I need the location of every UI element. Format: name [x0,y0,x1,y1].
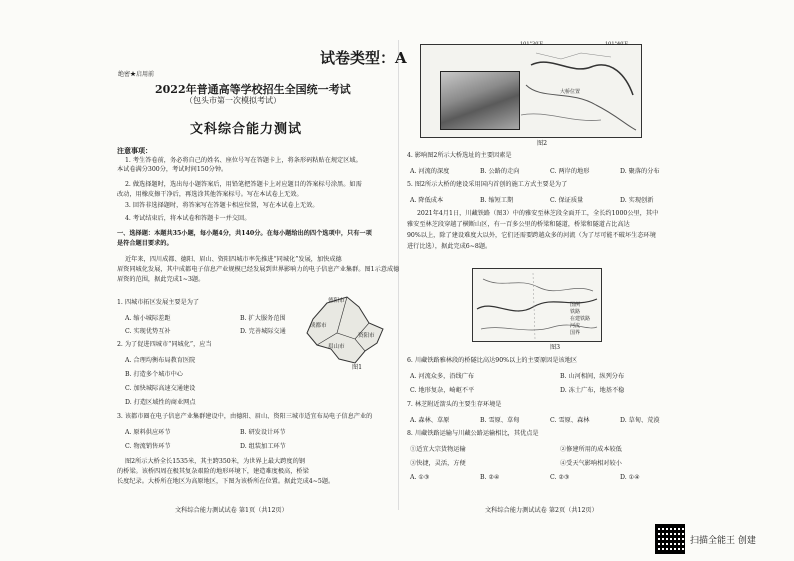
option: C. 实现优势互补 [125,328,171,335]
note-line: 本试卷满分300分，考试时间150分钟。 [117,166,228,173]
exam-subtitle: （包头市第一次模拟考试） [185,96,281,105]
question-stem: 4. 影响图2所示大桥选址的主要因素是 [407,152,512,159]
passage-line: 90%以上，除了建设难度大以外，它们还需要跨越众多的河流（为了尽可能不破坏生态环境 [407,232,656,239]
question-stem: 5. 图2所示大桥的建设采用国内首创的施工方式主要是为了 [407,181,568,188]
city-label: 眉山市 [328,344,345,350]
option: B. 雪原、草甸 [480,417,520,424]
option: A. 合理均衡布局教育医院 [125,357,196,364]
bridge-photo [440,71,520,130]
option: B. 山河相间，纵列分布 [560,373,625,380]
scanner-watermark: 扫描全能王 创建 [690,536,756,546]
subject-title: 文科综合能力测试 [190,122,303,137]
passage-line: 长度纪录。大桥所在地区为高原地区，下图为该桥所在位置。据此完成4~5题。 [117,478,335,485]
passage-line: 眉资同城化发展，其中成都电子信息产业规模已经发展到世界影响力的电子信息产业集群。图1示意成德 [117,266,400,273]
secret-mark: 绝密★启用前 [118,71,155,78]
option: A. 森林、草原 [410,417,450,424]
option: C. ②③ [550,474,570,481]
option: ④受天气影响相对较小 [560,460,622,467]
passage-line: 近年来，四川成都、德阳、眉山、资阳四城市率先推进“同城化”发展，加快成德 [125,256,342,263]
option: A. 降低成本 [410,197,444,204]
option: ②修建所用的成本较低 [560,446,622,453]
figure-label: 图3 [550,344,561,351]
option: D. 冻土广布，地基不稳 [560,387,625,394]
option: D. 实现创新 [620,197,654,204]
paper-type: 试卷类型：A [320,49,407,67]
legend-item: 铁路 [570,309,581,315]
option: D. 草甸、荒漠 [620,417,660,424]
option: B. 打造多个城市中心 [125,371,183,378]
exam-title: 2022年普通高等学校招生全国统一考试 [155,83,351,96]
passage-line: 2021年4月1日，川藏铁路（图3）中的雅安至林芝段全面开工，全长约1000公里，其中 [417,210,659,217]
legend-item: 国界 [570,330,581,336]
option: C. 物流销售环节 [125,443,171,450]
question-stem: 2. 为了促进四城市“同城化”，应当 [117,341,212,348]
option: A. ①③ [410,474,430,481]
figure-label: 图2 [537,140,548,147]
city-label: 资阳市 [358,333,375,339]
note-line: 4. 考试结束后，将本试卷和答题卡一并交回。 [125,215,251,222]
option: C. 两岸的地形 [550,168,590,175]
section-heading: 是符合题目要求的。 [117,240,173,247]
option: D. 打造区域性的商业网点 [125,399,196,406]
question-stem: 7. 林芝附近箭头的主要生存环境是 [407,401,502,408]
legend-item: 在建铁路 [570,316,591,322]
option: A. 河流众多，沿线广布 [410,373,475,380]
option: A. 河流的深度 [410,168,450,175]
option: C. 保证质量 [550,197,584,204]
question-stem: 6. 川藏铁路雅林段的桥隧比高达90%以上的主要原因是该地区 [407,357,578,364]
passage-line: 眉资的范围，据此完成1~3题。 [117,276,205,283]
question-stem: 8. 川藏铁路运输与川藏公路运输相比，其优点是 [407,430,539,437]
longitude-label: 101°30′E [520,41,544,47]
passage-line: 雅安至林芝段穿越了横断山区，有一百多公里的桥梁和隧道，桥梁和隧道占比高达 [407,221,630,228]
option: D. 组装加工环节 [240,443,286,450]
note-line: 2. 做选择题时，选出每小题答案后，用铅笔把答题卡上对应题目的答案标号涂黑。如需 [125,181,362,188]
city-label: 德阳市 [328,298,345,304]
option: D. 完善城际交通 [240,328,286,335]
legend-item: 河流 [570,323,581,329]
option: ①适宜大宗货物运输 [410,446,466,453]
note-line: 改动，用橡皮擦干净后，再选涂其他答案标号。写在本试卷上无效。 [117,191,303,198]
option: B. 研发设计环节 [240,429,286,436]
page-footer: 文科综合能力测试试卷 第2页（共12页） [485,507,598,514]
option: D. ①④ [620,474,640,481]
option: C. 地形复杂，崎岖不平 [410,387,475,394]
passage-line: 进行比选），据此完成6~8题。 [407,243,492,250]
page-footer: 文科综合能力测试试卷 第1页（共12页） [175,507,288,514]
page-fold [398,40,399,510]
section-heading: 一、选择题：本题共35小题，每小题4分，共140分。在每小题给出的四个选项中，只有一项 [117,230,372,237]
option: ③快捷，灵活，方便 [410,460,466,467]
figure-3-map [472,268,602,342]
option: B. 缩短工期 [480,197,514,204]
figure-label: 图1 [352,364,363,371]
option: C. 加快城际高速交通建设 [125,385,196,392]
note-line: 3. 回答非选择题时，将答案写在答题卡相应位置，写在本试卷上无效。 [125,202,319,209]
question-stem: 3. 该都市圈在电子信息产业集群建设中，由德阳、眉山、资阳三城市适宜布局电子信息产业的 [117,413,373,420]
option: B. ②④ [480,474,500,481]
passage-line: 图2所示大桥全长1535米，其主跨350米，为世界上最大跨度的钢 [125,458,305,465]
note-line: 1. 考生答卷前，务必将自己的姓名、座位号写在答题卡上，将条形码粘贴在规定区域。 [125,157,362,164]
option: D. 聚落的分布 [620,168,660,175]
city-label: 成都市 [310,323,327,329]
option: C. 雪原、森林 [550,417,590,424]
legend-title: 图例 [570,302,581,308]
longitude-label: 101°40′E [605,41,629,47]
passage-line: 的桥梁。该桥四周在极其复杂艰险的地形环境下，建造难度极高，桥梁 [117,468,309,475]
option: A. 缩小城际差距 [125,315,171,322]
bridge-location-label: 大桥位置 [560,89,581,95]
option: B. 公路的走向 [480,168,520,175]
option: B. 扩大服务范围 [240,315,286,322]
notes-heading: 注意事项： [117,146,152,155]
option: A. 原料供应环节 [125,429,171,436]
qr-code [655,524,685,554]
question-stem: 1. 四城市拓区发展主要是为了 [117,299,200,306]
